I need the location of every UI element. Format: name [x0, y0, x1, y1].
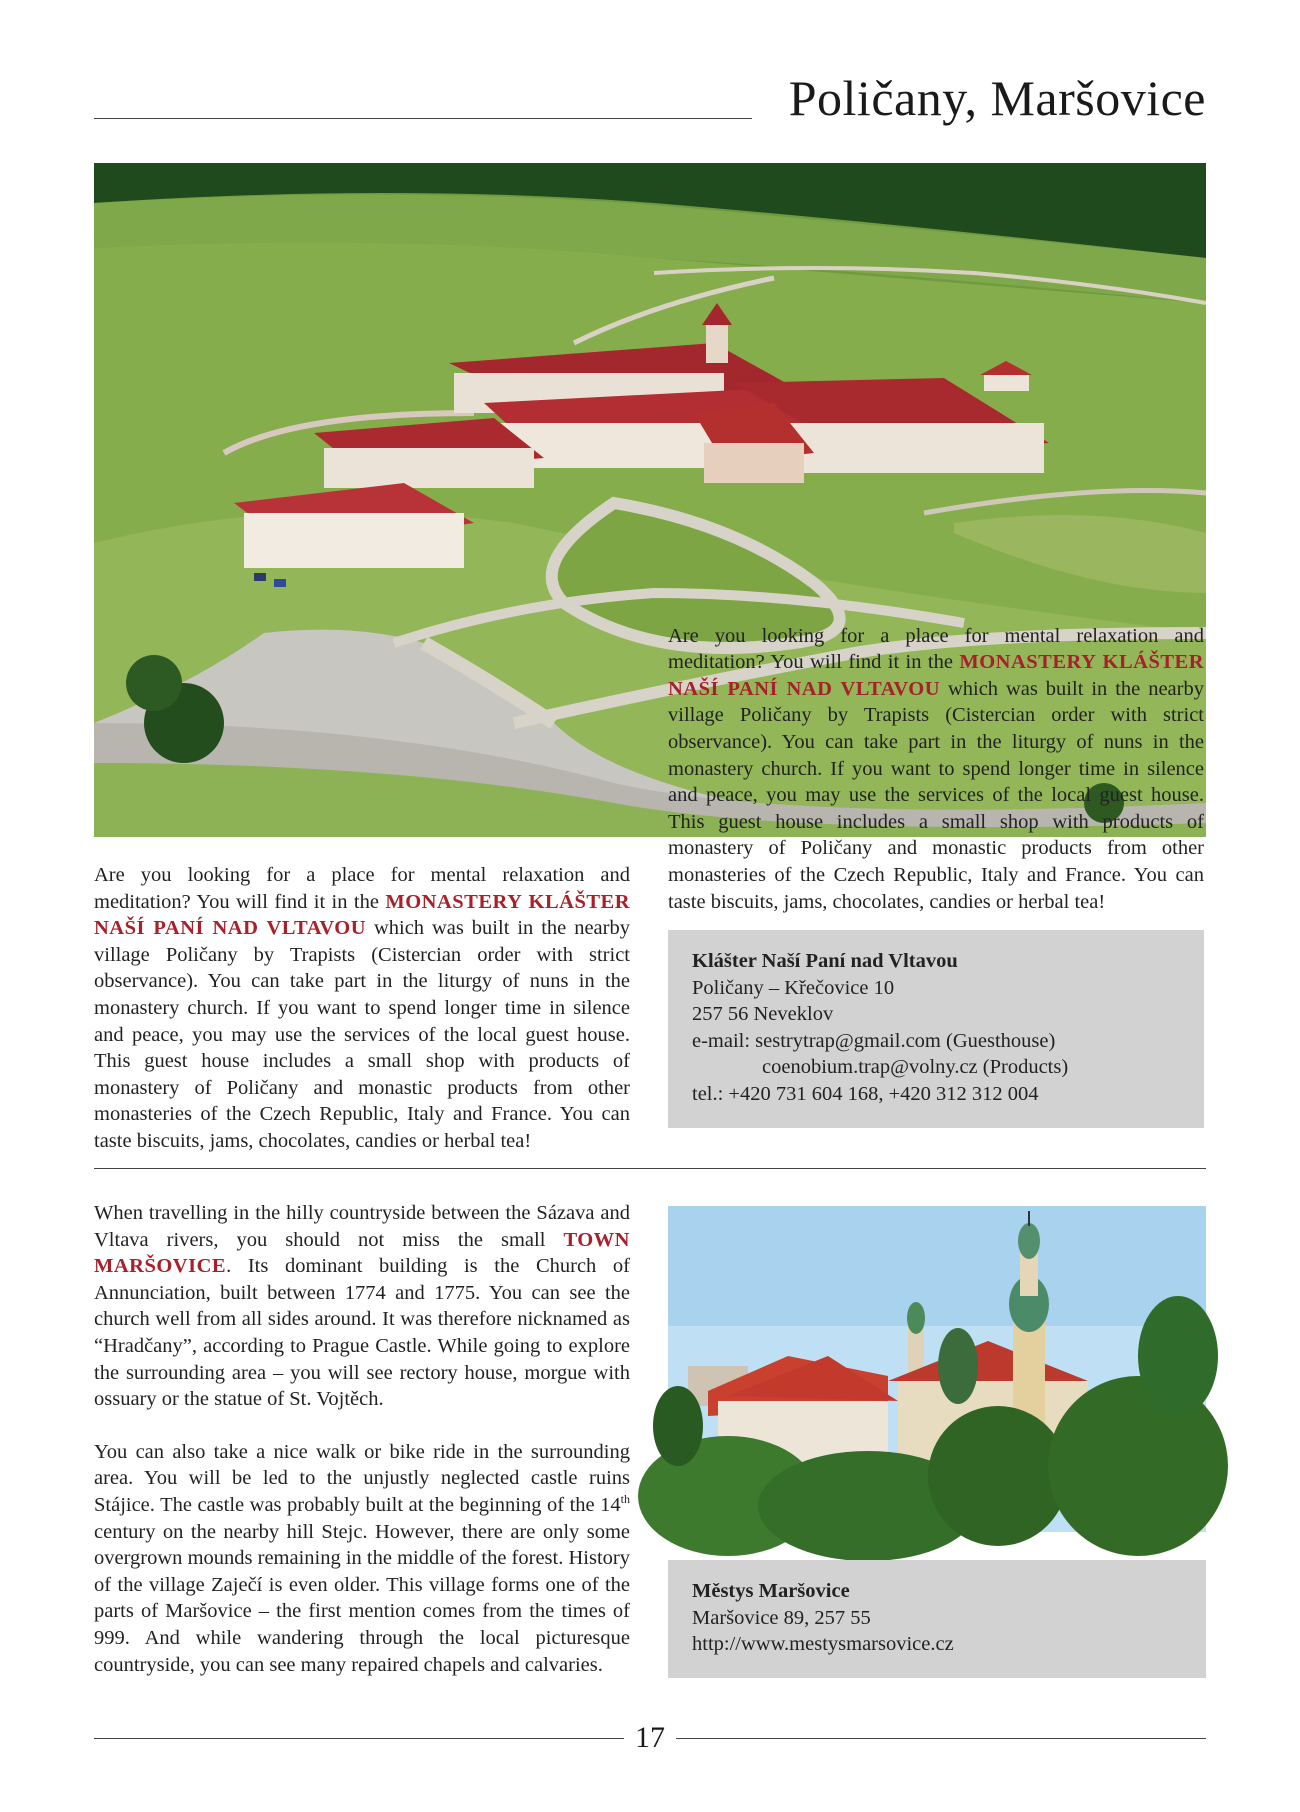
- marsovice-paragraph-2: You can also take a nice walk or bike ride in the surrounding area. You will be led to the unjustly neglected castle ruins Stájice. The castle was probably built at the beginning of the 14th century on the nearby hill Stejc. However, there are only some overgrown mounds remaining in the middle of the forest. History of the village Zaječí is even older. This village forms one of the parts of Maršovice – the first mention comes from the times of 999. And while wandering through the local picturesque countryside, you can see many repaired chapels and calvaries.: [94, 1440, 630, 1676]
- marsovice-highlight: TOWN MARŠOVICE: [94, 1228, 630, 1278]
- header-rule: [94, 118, 752, 119]
- monastery-text-intro: Are you looking for a place for mental relaxation and meditation? You will find it in the: [94, 864, 630, 913]
- monastery-contact-address2: 257 56 Neveklov: [692, 1003, 834, 1026]
- marsovice-description: [94, 1200, 630, 1678]
- monastery-description-right: Are you looking for a place for mental relaxation and meditation? You will find it in the MONASTERY KLÁŠTER NAŠÍ PANÍ NAD VLTAVOU which was built in the nearby village Poličany by Trapists (Cistercian order with strict observance). You can take part in the liturgy of nuns in the monastery church. If you want to spend longer time in silence and peace, you may use the services of the local guest house. This guest house includes a small shop with products of monastery of Poličany and monastic products from other monasteries of the Czech Republic, Italy and France. You can taste biscuits, jams, chocolates, candies or herbal tea!: [668, 624, 1204, 913]
- marsovice-contact-web[interactable]: http://www.mestysmarsovice.cz: [692, 1633, 954, 1656]
- page-number: 17: [635, 1721, 665, 1754]
- monastery-highlight: MONASTERY KLÁŠTER NAŠÍ PANÍ NAD VLTAVOU: [94, 890, 630, 940]
- monastery-contact-box: [668, 930, 1204, 1128]
- monastery-description-left: [94, 862, 630, 1152]
- marsovice-contact-address: Maršovice 89, 257 55: [692, 1606, 871, 1629]
- monastery-contact-name: Klášter Naší Paní nad Vltavou: [692, 950, 958, 972]
- marsovice-church-photo: [668, 1206, 1206, 1532]
- monastery-text-body: which was built in the nearby village Poličany by Trapists (Cistercian order with strict observance). You can take part in the liturgy of nuns in the monastery church. If you want to spend longer time in silence and peace, you may use the services of the local guest house. This guest house includes a small shop with products of monastery of Poličany and monastic products from other monasteries of the Czech Republic, Italy and France. You can taste biscuits, jams, chocolates, candies or herbal tea!: [94, 917, 630, 1152]
- marsovice-contact-name: Městys Maršovice: [692, 1580, 850, 1602]
- marsovice-contact-box: [668, 1560, 1206, 1678]
- marsovice-paragraph-1: When travelling in the hilly countryside between the Sázava and Vltava rivers, you should not miss the small TOWN MARŠOVICE. Its dominant building is the Church of Annunciation, built between 1774 and 1775. You can see the church well from all sides around. It was therefore nicknamed as “Hradčany”, according to Prague Castle. While going to explore the surrounding area – you will see rectory house, morgue with ossuary or the statue of St. Vojtěch.: [94, 1202, 630, 1411]
- section-divider: [94, 1168, 1206, 1169]
- monastery-contact-address1: Poličany – Křečovice 10: [692, 976, 895, 999]
- page-title: Poličany, Maršovice: [788, 70, 1206, 126]
- monastery-contact-tel: tel.: +420 731 604 168, +420 312 312 004: [692, 1082, 1039, 1105]
- monastery-contact-email2[interactable]: coenobium.trap@volny.cz (Products): [762, 1056, 1069, 1079]
- monastery-contact-email1[interactable]: e-mail: sestrytrap@gmail.com (Guesthouse): [692, 1029, 1056, 1052]
